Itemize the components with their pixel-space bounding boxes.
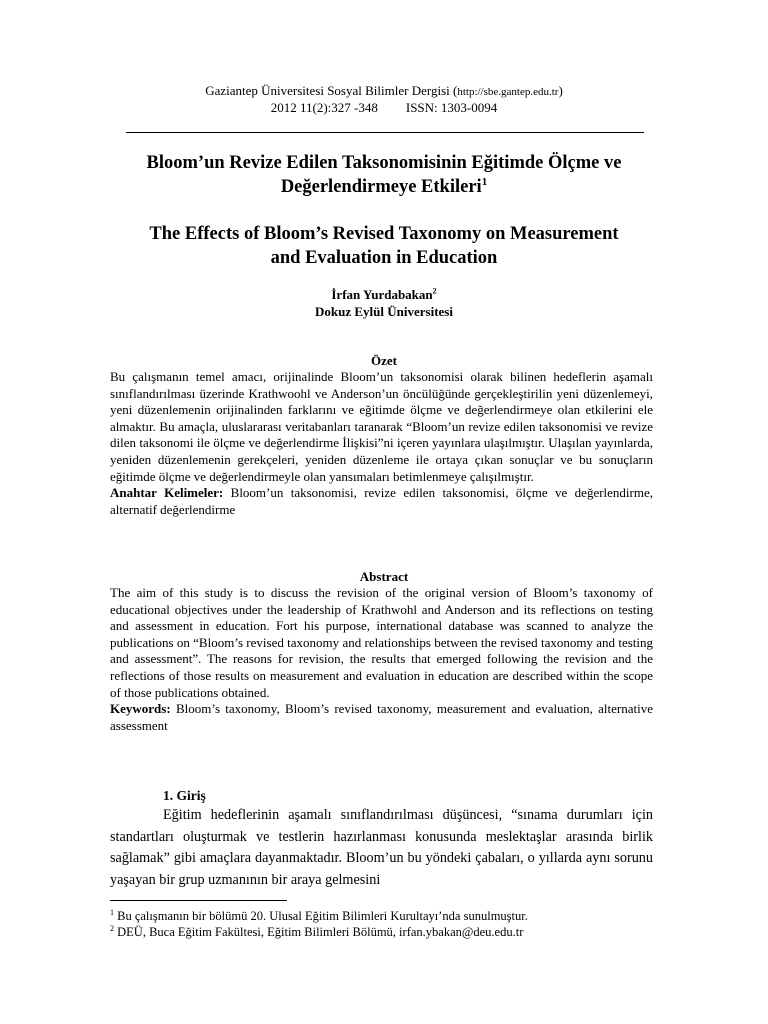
ozet-heading: Özet bbox=[371, 353, 397, 368]
abstract-keywords-label: Keywords: bbox=[110, 701, 171, 717]
ozet-keywords: Bloom’un taksonomisi, revize edilen taksonomisi, ölçme ve değerlendirme, alternatif değerlendirme bbox=[110, 485, 653, 517]
footnote-2 bbox=[110, 925, 670, 940]
ozet-text: Bu çalışmanın temel amacı, orijinalinde Bloom’un taksonomisi olarak bilinen hedeflerin aşamalı sınıflandırılması üzerinde Krathwoohl ve Anderson’un öncülüğünde gerçekleştirilin yeni düzenlemeyi, yeni düzenlemenin orijinalinden farklarını ve eğitimde ölçme ve değerlendirmeye olan etkilerini ele almaktır. Bu amaçla, uluslararası veritabanları taranarak “Bloom’un revize edilen taksonomisi ve revize dilen taksonomi ile ölçme ve değerlendirme İlişkisi”ni içeren yayınlara ulaşılmıştır. Ulaşılan yayınlarda, yeniden düzenlemenin gerekçeleri, yeniden düzenleme ile ortaya çıkan sonuçlar ve bu sonuçların eğitimde ölçme ve değerlendirmeyle olan yansımaları betimlenmeye çalışılmıştır. bbox=[110, 369, 653, 484]
journal-name: Gaziantep Üniversitesi Sosyal Bilimler Dergisi ( bbox=[205, 83, 458, 98]
title-english bbox=[90, 222, 678, 270]
issn: ISSN: 1303-0094 bbox=[405, 100, 498, 115]
abstract-section bbox=[110, 585, 653, 734]
title-en-line1: The Effects of Bloom’s Revised Taxonomy on Measurement bbox=[149, 224, 619, 244]
abstract-heading: Abstract bbox=[359, 569, 409, 584]
journal-url-close: ) bbox=[558, 83, 563, 98]
ozet-keywords-label: Anahtar Kelimeler: bbox=[110, 485, 224, 501]
title-footnote-mark[interactable]: 1 bbox=[481, 175, 488, 188]
section-heading-giris: 1. Giriş bbox=[163, 788, 206, 803]
header-divider bbox=[126, 132, 644, 133]
title-turkish bbox=[90, 151, 678, 199]
ozet-section bbox=[110, 369, 653, 518]
footnote-1 bbox=[110, 909, 670, 924]
author-footnote-mark[interactable]: 2 bbox=[432, 286, 437, 296]
title-en-line2: and Evaluation in Education bbox=[270, 248, 498, 268]
abstract-text: The aim of this study is to discuss the revision of the original version of Bloom’s taxonomy of educational objectives under the leadership of Krathwohl and Anderson and its reflections on testing and assessment in education. Fort his purpose, international database was scanned to analyze the publications on “Bloom’s revised taxonomy and relationships between the revised taxonomy and testing and assessment”. The reasons for revision, the results that emerged following the revision and the reflections of those results on measurement and evaluation in education are described within the scope of those publications obtained. bbox=[110, 585, 653, 700]
footnote-2-mark: 2 bbox=[110, 923, 114, 933]
author-name: İrfan Yurdabakan bbox=[331, 287, 433, 302]
journal-issue-line bbox=[0, 99, 768, 116]
footnote-2-text: DEÜ, Buca Eğitim Fakültesi, Eğitim Bilimleri Bölümü, irfan.ybakan@deu.edu.tr bbox=[114, 925, 524, 939]
author-affiliation: Dokuz Eylül Üniversitesi bbox=[315, 304, 453, 319]
title-tr-line1: Bloom’un Revize Edilen Taksonomisinin Eğitimde Ölçme ve bbox=[146, 153, 622, 173]
author-line bbox=[0, 286, 768, 303]
abstract-keywords: Bloom’s taxonomy, Bloom’s revised taxonomy, measurement and evaluation, alternative assessment bbox=[110, 701, 653, 733]
footnote-divider bbox=[110, 900, 287, 901]
title-tr-line2: Değerlendirmeye Etkileri bbox=[280, 177, 482, 197]
section-giris-text: Eğitim hedeflerinin aşamalı sınıflandırılması düşüncesi, “sınama durumları için standartları oluşturmak ve testlerin hazırlanması konusunda meslektaşlar arasında birlik sağlamak” gibi amaçlara dayanmaktadır. Bloom’un bu yöndeki çabaları, o yıllarda aynı sorunu yaşayan bir grup uzmanının bir araya gelmesini bbox=[110, 807, 653, 888]
footnote-1-text: Bu çalışmanın bir bölümü 20. Ulusal Eğitim Bilimleri Kurultayı’nda sunulmuştur. bbox=[114, 909, 528, 923]
volume-pages: 2012 11(2):327 -348 bbox=[270, 100, 378, 115]
journal-url[interactable]: http://sbe.gantep.edu.tr bbox=[457, 86, 559, 98]
footnote-1-mark: 1 bbox=[110, 907, 114, 917]
